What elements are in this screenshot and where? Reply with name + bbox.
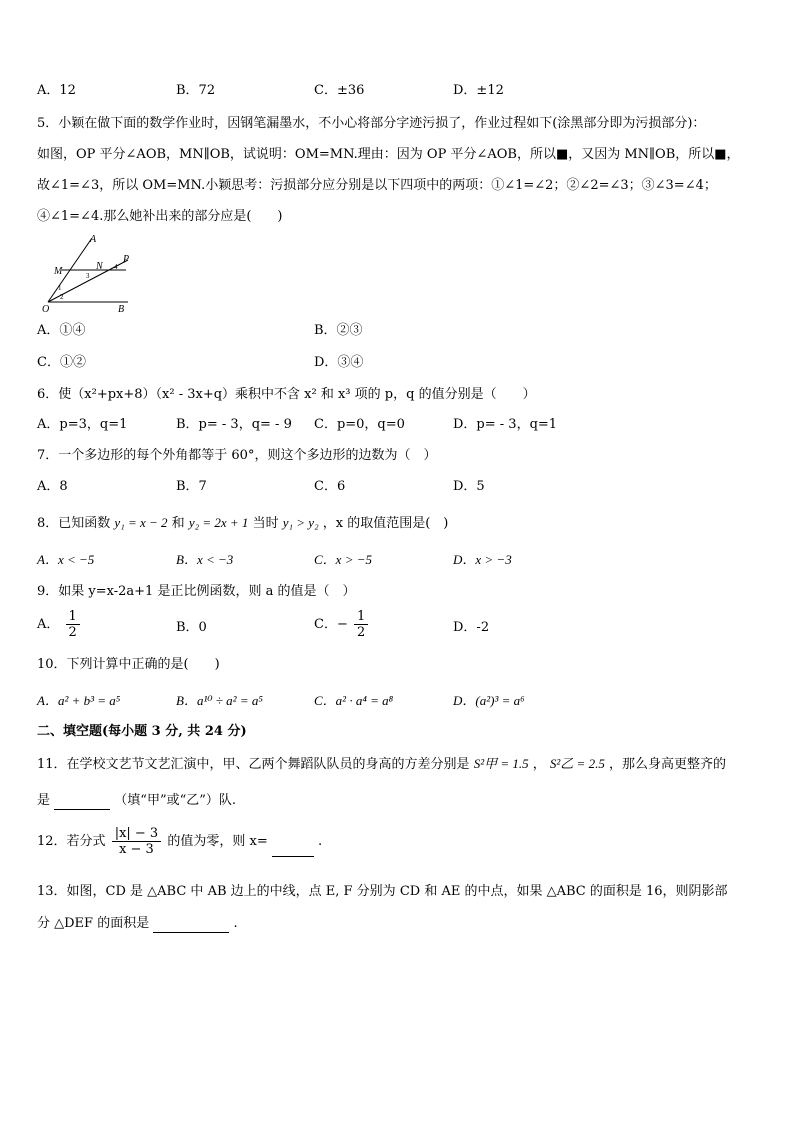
- q8-option-b: B．x < −3: [176, 552, 234, 567]
- q10-option-b: B．a¹⁰ ÷ a² = a⁵: [176, 693, 263, 708]
- q8-stem: [37, 514, 448, 533]
- q7-stem: 7．一个多边形的每个外角都等于 60°，则这个多边形的边数为（ ）: [37, 448, 437, 463]
- q7-option-a: A．8: [37, 479, 68, 494]
- q6-option-c: C．p=0，q=0: [314, 417, 405, 432]
- q5-line-2: 如图，OP 平分∠AOB，MN∥OB，试说明：OM=MN.理由：因为 OP 平分∠AOB，所以■，又因为 MN∥OB，所以■，: [37, 147, 740, 162]
- q6-option-b: B．p= - 3，q= - 9: [176, 417, 292, 432]
- q12-post: 的值为零，则 x=: [167, 834, 268, 849]
- q6-option-a: A．p=3，q=1: [37, 417, 128, 432]
- q9-option-a-denominator: 2: [68, 625, 77, 640]
- q7-option-d: D．5: [453, 479, 485, 494]
- q5-option-d: D．③④: [314, 355, 364, 370]
- q7-option-c: C．6: [314, 479, 346, 494]
- q8-function-1: y₁ = x − 2: [114, 515, 168, 530]
- q8-and: 和: [171, 516, 185, 531]
- label-A: A: [90, 234, 97, 245]
- q8-when: 当时: [252, 516, 279, 531]
- q11-variance-1: S²甲 = 1.5: [473, 756, 529, 771]
- q11-post: ，那么身高更整齐的: [608, 757, 726, 772]
- q10-option-d: D．(a²)³ = a⁶: [453, 693, 525, 708]
- q4-option-c: C．±36: [314, 83, 365, 98]
- q11-line-2: [37, 792, 236, 810]
- q13-answer-blank[interactable]: [153, 918, 229, 933]
- q6-stem: 6．使（x²+px+8）（x² - 3x+q）乘积中不含 x² 和 x³ 项的 p，q 的值分别是（ ）: [37, 387, 536, 402]
- q5-option-c: C．①②: [37, 355, 86, 370]
- q9-option-c-label: C．−: [314, 617, 348, 632]
- q9-option-c-fraction: [354, 609, 368, 640]
- q9-stem: 9．如果 y=x-2a+1 是正比例函数，则 a 的值是（ ）: [37, 584, 356, 599]
- angle-label-1: 1: [58, 284, 62, 292]
- q13-line-2: [37, 915, 238, 933]
- q8-option-c: C．x > −5: [314, 552, 372, 567]
- q9-option-a-fraction: [66, 609, 80, 640]
- q8-stem-pre: 8．已知函数: [37, 516, 111, 531]
- q8-function-2: y₂ = 2x + 1: [188, 515, 249, 530]
- q12-answer-blank[interactable]: [272, 842, 314, 857]
- angle-bisector-figure: [40, 232, 150, 317]
- q10-stem: 10．下列计算中正确的是( ): [37, 657, 220, 672]
- q9-option-c-numerator: 1: [354, 609, 368, 625]
- q13-line2-pre: 分 △DEF 的面积是: [37, 916, 150, 931]
- q9-option-a: [37, 609, 82, 640]
- q6-option-d: D．p= - 3，q=1: [453, 417, 558, 432]
- q12-numerator: |x| − 3: [112, 826, 162, 842]
- q8-tail: ，x 的取值范围是( ): [322, 516, 449, 531]
- q5-option-a: A．①④: [37, 323, 86, 338]
- q9-option-c: [314, 609, 370, 640]
- q10-option-c: C．a² · a⁴ = a⁸: [314, 693, 394, 708]
- label-M: M: [54, 266, 63, 277]
- q11-pre: 11．在学校文艺节文艺汇演中，甲、乙两个舞蹈队队员的身高的方差分别是: [37, 757, 470, 772]
- angle-label-3: 3: [86, 272, 90, 280]
- q12-end: .: [318, 834, 323, 849]
- q9-option-b: B．0: [176, 620, 207, 635]
- q9-option-a-numerator: 1: [66, 609, 80, 625]
- label-N: N: [96, 261, 103, 272]
- q5-line-1: 5．小颖在做下面的数学作业时，因钢笔漏墨水，不小心将部分字迹污损了，作业过程如下(涂黑部分即为污损部分)：: [37, 116, 706, 131]
- q5-line-4: ④∠1=∠4.那么她补出来的部分应是( ): [37, 209, 283, 224]
- q8-option-a: A．x < −5: [37, 552, 95, 567]
- q12-pre: 12．若分式: [37, 834, 106, 849]
- q12-denominator: x − 3: [119, 842, 154, 857]
- q11-line2-post: （填“甲”或“乙”）队.: [114, 793, 237, 808]
- q4-option-a: A．12: [37, 83, 76, 98]
- q5-line-3: 故∠1=∠3，所以 OM=MN.小颖思考：污损部分应分别是以下四项中的两项：①∠1=∠2；②∠2=∠3；③∠3=∠4；: [37, 178, 717, 193]
- q4-option-d: D．±12: [453, 83, 504, 98]
- q13-line-1: 13．如图，CD 是 △ABC 中 AB 边上的中线，点 E, F 分别为 CD 和 AE 的中点，如果 △ABC 的面积是 16，则阴影部: [37, 884, 728, 899]
- q7-option-b: B．7: [176, 479, 207, 494]
- q11-line2-pre: 是: [37, 793, 51, 808]
- q11-answer-blank[interactable]: [54, 795, 110, 810]
- q4-option-b: B．72: [176, 83, 216, 98]
- q8-option-d: D．x > −3: [453, 552, 512, 567]
- q11-separator: ，: [532, 757, 546, 772]
- q5-option-b: B．②③: [314, 323, 363, 338]
- label-B: B: [118, 304, 125, 315]
- q9-option-d: D．-2: [453, 620, 490, 635]
- angle-label-2: 2: [60, 293, 64, 301]
- q13-line2-post: .: [233, 916, 238, 931]
- section-heading: 二、填空题(每小题 3 分, 共 24 分): [37, 724, 247, 739]
- q11-line-1: [37, 755, 726, 774]
- q10-option-a: A．a² + b³ = a⁵: [37, 693, 121, 708]
- angle-label-4: 4: [114, 263, 118, 271]
- q9-option-a-label: A．: [37, 617, 60, 632]
- q11-variance-2: S²乙 = 2.5: [549, 756, 605, 771]
- q9-option-c-denominator: 2: [356, 625, 366, 640]
- label-P: P: [123, 254, 130, 265]
- q8-condition: y₁ > y₂: [282, 515, 319, 530]
- q12-line: [37, 826, 322, 857]
- q12-fraction: [112, 826, 162, 857]
- label-O: O: [42, 304, 50, 315]
